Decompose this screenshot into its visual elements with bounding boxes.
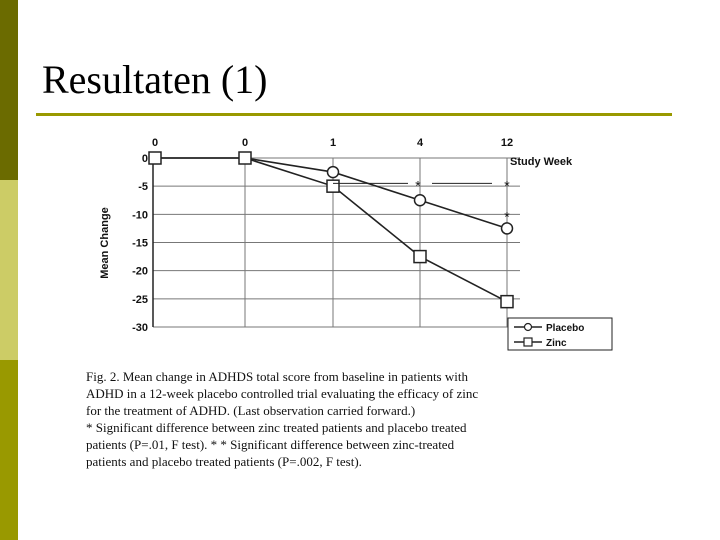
x-tick-label: 0 (241, 137, 249, 149)
caption-line: ADHD in a 12-week placebo controlled trial evaluating the efficacy of zinc (86, 386, 479, 401)
caption-line: Fig. 2. Mean change in ADHDS total score from baseline in patients with (86, 369, 468, 384)
legend-marker (524, 338, 532, 346)
data-point-placebo (328, 167, 339, 178)
legend-marker (525, 324, 532, 331)
x-tick-label: 0 (151, 137, 159, 149)
x-axis-label: Study Week (510, 156, 573, 168)
side-bar-light (0, 180, 18, 360)
data-point-zinc (501, 296, 513, 308)
x-tick-labels (152, 137, 513, 149)
x-tick-label: 4 (416, 137, 424, 149)
figure-caption (86, 368, 604, 470)
significance-star: * (504, 208, 510, 225)
data-point-zinc (414, 251, 426, 263)
caption-line: for the treatment of ADHD. (Last observation carried forward.) (86, 403, 416, 418)
y-tick-label: -20 (132, 265, 148, 278)
slide-title: Resultaten (1) (42, 57, 268, 102)
legend-label: Zinc (546, 338, 567, 349)
legend-label: Placebo (546, 323, 585, 334)
y-tick-label: -10 (132, 209, 148, 222)
y-tick-label: -15 (132, 237, 148, 250)
y-axis-label: Mean Change (99, 207, 111, 279)
data-point-zinc (149, 152, 161, 164)
title-rule (36, 113, 672, 116)
y-tick-label: -25 (132, 293, 148, 306)
chart-legend (508, 318, 612, 350)
y-tick-label: -5 (138, 181, 148, 194)
caption-line: patients (P=.01, F test). * * Significant difference between zinc-treated (86, 437, 455, 452)
caption-line: patients and placebo treated patients (P=.002, F test). (86, 454, 362, 469)
x-tick-label: 12 (500, 137, 514, 149)
side-bar-dark (0, 0, 18, 180)
data-point-placebo (502, 223, 513, 234)
data-point-placebo (415, 195, 426, 206)
caption-line: * Significant difference between zinc treated patients and placebo treated (86, 420, 467, 435)
side-bar-olive (0, 360, 18, 540)
y-tick-label: 0 (141, 153, 148, 165)
mean-change-chart (90, 130, 630, 355)
y-tick-labels (132, 153, 148, 334)
series-markers (149, 152, 513, 308)
x-tick-label: 1 (329, 137, 337, 149)
significance-star: * (415, 177, 421, 194)
data-point-zinc (327, 180, 339, 192)
y-tick-label: -30 (132, 322, 148, 334)
data-point-zinc (239, 152, 251, 164)
significance-star: * (504, 177, 510, 194)
